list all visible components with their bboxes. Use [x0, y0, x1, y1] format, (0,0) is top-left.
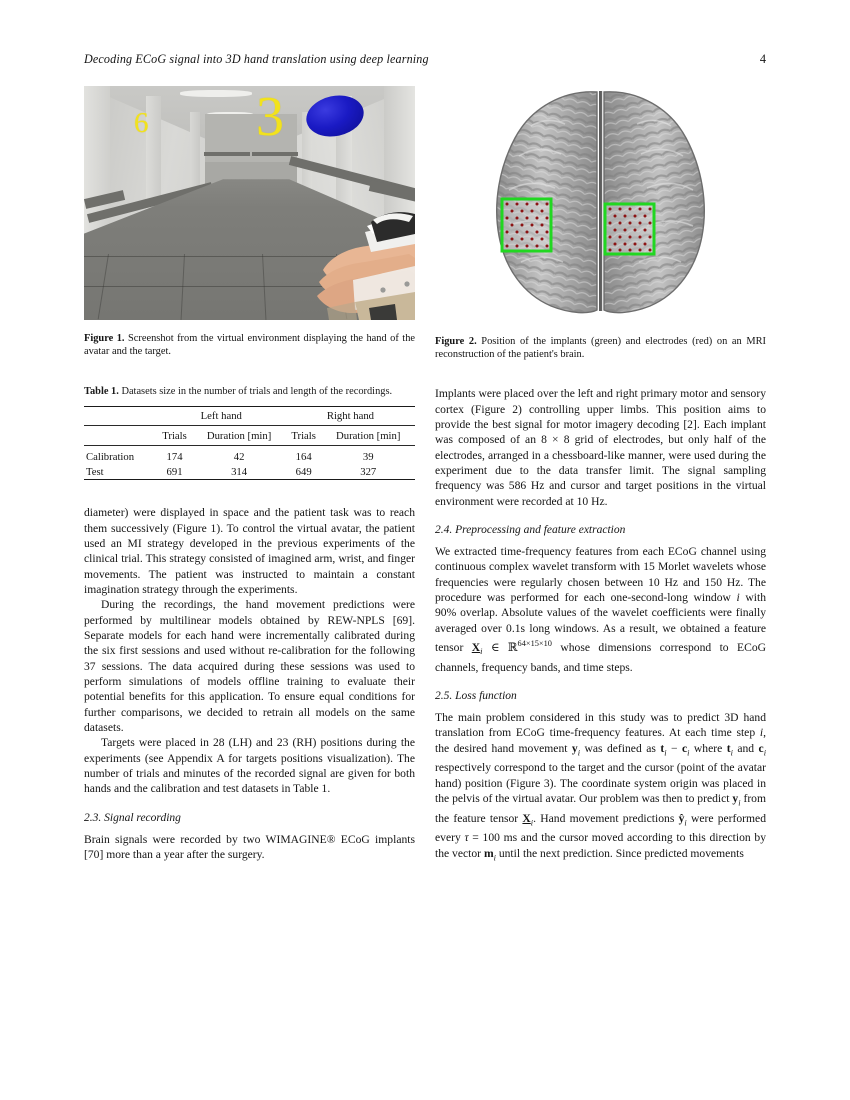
text-run: 8 grid of electrodes, but only half of the electrodes, arranged in a chessboard-like manner, were used during the experiment due to the data transfer limit. The signal sampling frequency was 586 Hz and cursor and target positions in the virtual environment were recorded at 10 Hz.	[435, 433, 766, 508]
group-header-right-hand: Right hand	[286, 406, 415, 425]
brain-mri-image	[435, 86, 766, 326]
math-vector-y: y	[571, 741, 578, 755]
math-vector-c-subscript: i	[687, 747, 690, 757]
row-label-calibration: Calibration	[84, 445, 157, 464]
figure-2-caption	[435, 336, 766, 361]
table-1-label: Table 1.	[84, 386, 119, 398]
math-vector-t-subscript: i	[730, 747, 733, 757]
math-minus-sign: −	[666, 741, 682, 755]
cell-test-lh-duration: 314	[231, 465, 248, 478]
running-head-title: Decoding ECoG signal into 3D hand translation using deep learning	[84, 52, 429, 66]
math-vector-y-subscript: i	[577, 747, 581, 757]
math-equals-sign: =	[468, 831, 483, 845]
math-tau-value: 100	[482, 831, 500, 845]
math-symbol-tau: τ	[464, 831, 469, 845]
figure-2-label: Figure 2.	[435, 336, 477, 347]
text-run: from the feature tensor	[435, 791, 767, 825]
page-number: 4	[759, 52, 766, 66]
implant-right	[605, 204, 654, 254]
text-run: ms and the cursor moved according to this direction by the vector	[435, 831, 766, 860]
column-header-lh-duration: Duration [min]	[192, 425, 285, 445]
figure-1-label: Figure 1.	[84, 333, 125, 344]
table-1-caption-text: Datasets size in the number of trials and length of the recordings.	[118, 386, 393, 398]
table-1	[84, 406, 415, 481]
text-run: until the next prediction. Since predicted movements	[495, 846, 744, 860]
text-run: ∈	[482, 640, 508, 654]
paragraph: Brain signals were recorded by two WIMAGINE® ECoG implants [70] more than a year after the surgery.	[84, 832, 415, 862]
cell-calibration-lh-trials: 174	[157, 445, 193, 464]
math-variable-i: i	[759, 726, 764, 740]
group-header-left-hand: Left hand	[157, 406, 286, 425]
table-1-block	[84, 386, 415, 480]
wall-number-3: 3	[256, 86, 284, 148]
paragraph	[435, 386, 766, 509]
column-header-lh-trials: Trials	[157, 425, 193, 445]
text-run: respectively correspond to the target and the cursor (point of the avatar hand) position (Figure 3). The coordinate system origin was placed in the pelvis of the virtual avatar. Our problem was then to predict	[435, 761, 766, 805]
cell-test-rh-trials: 649	[295, 465, 312, 478]
text-run: with 90% overlap. Absolute values of the wavelet coefficients were finally averaged over 0.1s long windows. As a result, we obtained a feature tensor	[435, 590, 767, 654]
implant-left	[502, 199, 551, 251]
section-heading-2-5: 2.5. Loss function	[435, 689, 517, 702]
math-vector-c-subscript: i	[763, 747, 767, 757]
table-bottom-rule-row	[84, 480, 415, 481]
paragraph	[435, 544, 766, 675]
text-run: The main problem considered in this study was to predict 3D hand translation from ECoG time-frequency features. At each time step	[435, 710, 766, 740]
figure-2	[435, 86, 766, 361]
left-column	[84, 86, 415, 863]
text-run: were performed every	[435, 811, 767, 845]
math-tensor-X: X	[522, 811, 531, 825]
math-vector-c: c	[758, 741, 764, 755]
figure-1-caption	[84, 333, 415, 358]
table-group-header-row	[84, 406, 415, 425]
text-run: . Hand movement predictions	[533, 811, 679, 825]
cell-calibration-rh-trials: 164	[286, 445, 322, 464]
virtual-environment-image	[84, 86, 415, 320]
math-vector-t: t	[726, 741, 731, 755]
math-tensor-X: X	[471, 640, 481, 654]
paragraph: diameter) were displayed in space and the patient task was to reach them successively (Figure 1). To control the virtual avatar, the patient used an MI strategy developed in the previous experiments of the clinical trial. This strategy consisted of imagined arm, wrist, and finger movements. The patient was instructed to maintain a constant imagination strategy through the experiments.	[84, 506, 415, 596]
math-tensor-X-subscript: i	[480, 647, 483, 657]
math-variable-window: i	[736, 590, 740, 604]
paragraph: During the recordings, the hand movement predictions were performed by multilinear models obtained by REW-NPLS [69]. Separate models for each hand were incrementally calibrated during the six first sessions and used without re-calibration for the following 37 sessions. The data acquired during these sessions was used to perform simulations of models offline training to evaluate their potential benefits for this application. To ensure equal conditions for further comparisons, we decided to retrain all models on the same datasets.	[84, 598, 415, 735]
ceiling-light-1	[180, 90, 252, 97]
cell-calibration-rh-duration: 39	[321, 445, 415, 464]
baseboard-far-left	[204, 152, 250, 156]
section-heading-2-3: 2.3. Signal recording	[84, 811, 181, 824]
table-row	[84, 464, 415, 480]
left-column-body	[84, 505, 415, 862]
figure-2-caption-text: Position of the implants (green) and electrodes (red) on an MRI reconstruction of the patient's brain.	[435, 336, 766, 360]
math-vector-y-hat: ŷ	[678, 811, 685, 825]
running-head	[84, 52, 766, 67]
multiplication-sign: ×	[552, 433, 559, 447]
math-vector-t-subscript: i	[664, 747, 667, 757]
right-column-body	[435, 386, 766, 865]
math-vector-y-subscript: i	[738, 798, 741, 808]
table-bottom-rule	[84, 480, 415, 481]
baseboard-far-right	[252, 152, 298, 156]
text-run: was defined as	[580, 741, 661, 755]
math-tensor-X-subscript: i	[530, 817, 534, 827]
math-vector-t: t	[660, 741, 665, 755]
table-row	[84, 445, 415, 464]
text-run: Implants were placed over the left and right primary motor and sensory cortex (Figure 2) controlling upper limbs. This position aims to provide the best signal for motor imagery decoding [2]. Each implant was composed of an 8	[435, 387, 766, 447]
column-header-blank	[84, 425, 157, 445]
text-run: We extracted time-frequency features from each ECoG channel using continuous complex wavelet transform with 15 Morlet wavelets whose frequencies were regularly chosen between 10 Hz and 150 Hz. The procedure was performed for each one-second-long window	[435, 544, 766, 604]
text-run: where	[689, 741, 727, 755]
math-vector-y: y	[732, 791, 739, 805]
paragraph: Targets were placed in 28 (LH) and 23 (RH) positions during the experiments (see Appendix A for targets positions visualization). The number of trials and minutes of the recorded signal are given for both hands and the calibration and test datasets in Table 1.	[84, 736, 415, 796]
math-vector-m-subscript: i	[493, 852, 496, 862]
avatar-hand	[309, 204, 415, 320]
figure-1	[84, 86, 415, 358]
table-column-header-row	[84, 425, 415, 445]
math-blackboard-R: ℝ	[507, 639, 518, 654]
text-run: whose dimensions correspond to ECoG channels, frequency bands, and time steps.	[435, 640, 766, 674]
math-vector-m: m	[483, 846, 494, 860]
wall-number-6: 6	[134, 107, 149, 139]
math-tensor-dimensions: 64×15×10	[517, 639, 552, 648]
cell-test-rh-duration: 327	[360, 465, 377, 478]
figure-1-caption-text: Screenshot from the virtual environment displaying the hand of the avatar and the target.	[84, 333, 415, 357]
math-vector-y-hat-subscript: i	[684, 817, 687, 827]
cell-calibration-lh-duration: 42	[192, 445, 285, 464]
math-vector-c: c	[681, 741, 688, 755]
text-run: , the desired hand movement	[435, 726, 766, 755]
brain-right-hemisphere	[604, 92, 704, 313]
table-1-caption	[84, 386, 415, 399]
section-heading-2-4: 2.4. Preprocessing and feature extraction	[435, 523, 626, 536]
text-run: and	[732, 741, 759, 755]
cell-test-lh-trials: 691	[166, 465, 183, 478]
paragraph	[435, 710, 766, 865]
row-label-test: Test	[86, 465, 104, 478]
group-header-blank	[84, 406, 157, 425]
column-header-rh-duration: Duration [min]	[321, 425, 415, 445]
column-header-rh-trials: Trials	[286, 425, 322, 445]
right-column	[435, 86, 766, 865]
